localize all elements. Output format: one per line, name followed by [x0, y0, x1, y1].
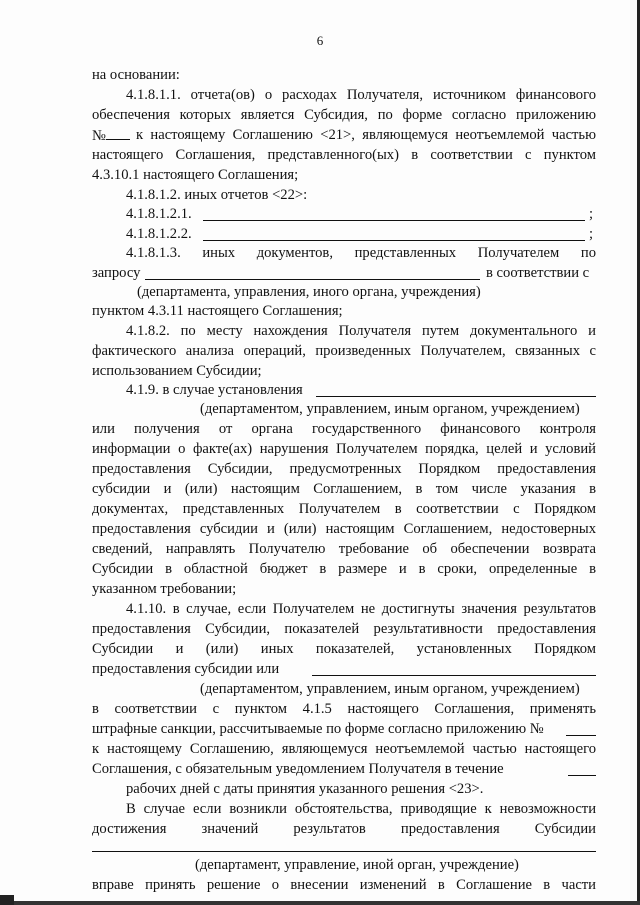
blank-line	[92, 851, 596, 852]
text-line: Субсидии в областной бюджет в размере и в сроки, определенные в	[92, 561, 596, 577]
text-line: предоставления субсидии и (или) настоящим Соглашением, недостоверных	[92, 521, 596, 537]
text-line: информации о факте(ах) нарушения Получателем порядка, целей и условий	[92, 441, 596, 457]
text-line: настоящего Соглашения, представленного(ых) в соответствии с пунктом	[92, 147, 596, 163]
text-line: ;	[589, 226, 594, 242]
text-line: штрафные санкции, рассчитываемые по форме согласно приложению №	[92, 721, 544, 737]
caption-line: (департаментом, управлением, иным органом, учреждением)	[200, 401, 580, 417]
blank-line	[203, 240, 585, 241]
text-line: к настоящему Соглашению, являющемуся неотъемлемой частью настоящего	[92, 741, 596, 757]
text-line: использованием Субсидии;	[92, 363, 262, 379]
text-line: указанном требовании;	[92, 581, 237, 597]
text-line: предоставления Субсидии, показателей результативности предоставления	[92, 621, 596, 637]
text-line: запросу	[92, 265, 141, 281]
text-line: или получения от органа государственного финансового контроля	[92, 421, 596, 437]
text-line: Субсидии и (или) иных показателей, установленных Порядком	[92, 641, 596, 657]
caption-line: (департамента, управления, иного органа, учреждения)	[137, 284, 481, 300]
text-line: предоставления субсидии или	[92, 661, 280, 677]
text-line: 4.3.10.1 настоящего Соглашения;	[92, 167, 299, 183]
text-line: 4.1.8.1.2.2.	[126, 226, 192, 242]
page-number: 6	[316, 33, 324, 48]
text-line: в соответствии с пунктом 4.1.5 настоящего Соглашения, применять	[92, 701, 596, 717]
scan-edge-corner	[0, 895, 14, 905]
text-line: рабочих дней с даты принятия указанного решения <23>.	[126, 781, 484, 797]
scan-edge-bottom	[0, 901, 640, 905]
text-line: сведений, направлять Получателю требование об обеспечении возврата	[92, 541, 596, 557]
caption-line: (департамент, управление, иной орган, учреждение)	[195, 857, 519, 873]
text-line: обеспечения которых является Субсидия, по форме согласно приложению	[92, 107, 596, 123]
text-line: 4.1.8.1.2.1.	[126, 206, 192, 222]
blank-line	[566, 735, 596, 736]
number-sign: №	[92, 128, 106, 144]
text-line: пунктом 4.3.11 настоящего Соглашения;	[92, 303, 343, 319]
text-line: 4.1.8.2. по месту нахождения Получателя путем документального и	[126, 323, 596, 339]
text-line: 4.1.8.1.2. иных отчетов <22>:	[126, 187, 308, 203]
blank-line	[316, 396, 596, 397]
text-line	[92, 126, 130, 145]
text-line: документах, представленных Получателем в соответствии с Порядком	[92, 501, 596, 517]
text-line: 4.1.9. в случае установления	[126, 382, 303, 398]
text-line: достижения значений результатов предоставления Субсидии	[92, 821, 596, 837]
text-line: к настоящему Соглашению <21>, являющемуся неотъемлемой частью	[136, 127, 596, 143]
blank-line	[145, 279, 480, 280]
text-line: Соглашения, с обязательным уведомлением Получателя в течение	[92, 761, 504, 777]
text-line: 4.1.8.1.1. отчета(ов) о расходах Получателя, источником финансового	[126, 87, 596, 103]
text-line: на основании:	[92, 67, 180, 83]
text-line: предоставления Субсидии, предусмотренных Порядком предоставления	[92, 461, 596, 477]
text-line: в соответствии с	[486, 265, 590, 281]
blank-line	[203, 220, 585, 221]
blank-field	[106, 126, 130, 140]
text-line: В случае если возникли обстоятельства, приводящие к невозможности	[126, 801, 596, 817]
text-line: 4.1.10. в случае, если Получателем не достигнуты значения результатов	[126, 601, 596, 617]
text-line: вправе принять решение о внесении изменений в Соглашение в части	[92, 877, 596, 893]
blank-line	[312, 675, 596, 676]
caption-line: (департаментом, управлением, иным органом, учреждением)	[200, 681, 580, 697]
text-line: 4.1.8.1.3. иных документов, представленных Получателем по	[126, 245, 596, 261]
blank-line	[568, 775, 596, 776]
text-line: субсидии и (или) настоящим Соглашением, в том числе указания в	[92, 481, 596, 497]
text-line: ;	[589, 206, 594, 222]
text-line: фактического анализа операций, произведенных Получателем, связанных с	[92, 343, 596, 359]
